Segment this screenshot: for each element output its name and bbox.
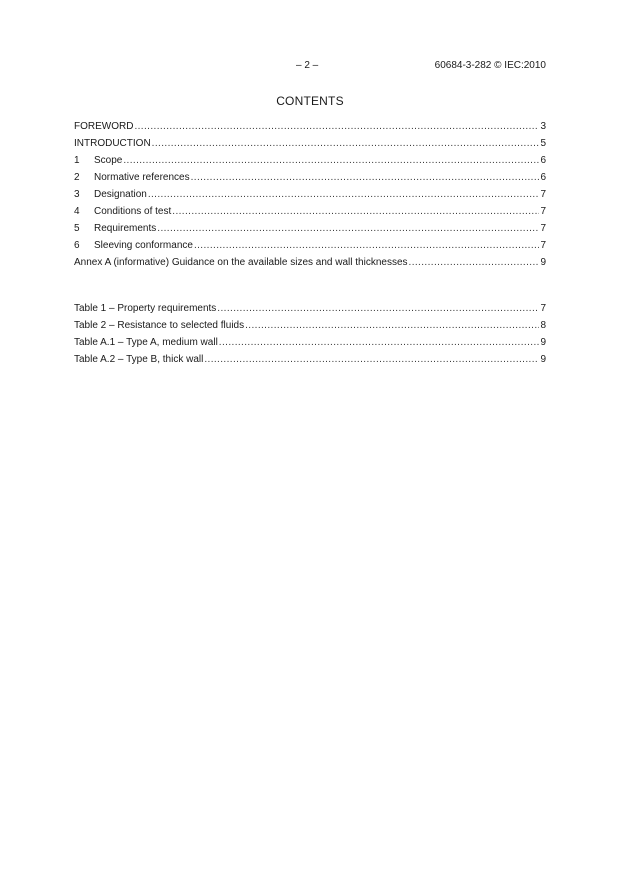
- dot-leader: [219, 334, 540, 351]
- dot-leader: [191, 169, 540, 186]
- toc-entry-page: 6: [540, 155, 546, 166]
- dot-leader: [152, 135, 540, 152]
- dot-leader: [157, 220, 539, 237]
- list-of-tables: [74, 300, 546, 368]
- table-entry-2[interactable]: [74, 317, 546, 334]
- toc-entry-sleeving-conformance[interactable]: [74, 237, 546, 254]
- toc-entry-number: 6: [74, 240, 80, 251]
- toc-entry-foreword[interactable]: [74, 118, 546, 135]
- document-reference: 60684-3-282 © IEC:2010: [434, 60, 546, 71]
- table-entry-page: 7: [540, 303, 546, 314]
- toc-entry-requirements[interactable]: [74, 220, 546, 237]
- toc-entry-number: 3: [74, 189, 80, 200]
- dot-leader: [148, 186, 540, 203]
- toc-entry-conditions-of-test[interactable]: [74, 203, 546, 220]
- toc-entry-label: Conditions of test: [94, 206, 172, 217]
- table-of-contents: [74, 118, 546, 271]
- toc-entry-page: 7: [540, 223, 546, 234]
- toc-entry-scope[interactable]: [74, 152, 546, 169]
- dot-leader: [409, 254, 540, 271]
- table-entry-a2[interactable]: [74, 351, 546, 368]
- dot-leader: [172, 203, 539, 220]
- toc-entry-designation[interactable]: [74, 186, 546, 203]
- toc-entry-number: 1: [74, 155, 80, 166]
- table-entry-page: 8: [540, 320, 546, 331]
- toc-entry-label: Scope: [94, 155, 123, 166]
- dot-leader: [204, 351, 539, 368]
- toc-entry-label: Annex A (informative) Guidance on the available sizes and wall thicknesses: [74, 257, 408, 268]
- toc-entry-annex-a[interactable]: [74, 254, 546, 271]
- toc-entry-number: 4: [74, 206, 80, 217]
- table-entry-label: Table A.1 – Type A, medium wall: [74, 337, 218, 348]
- toc-entry-page: 5: [540, 138, 546, 149]
- dot-leader: [194, 237, 539, 254]
- toc-entry-label: Normative references: [94, 172, 190, 183]
- toc-entry-page: 9: [540, 257, 546, 268]
- toc-entry-label: Designation: [94, 189, 147, 200]
- toc-entry-introduction[interactable]: [74, 135, 546, 152]
- dot-leader: [134, 118, 539, 135]
- dot-leader: [123, 152, 539, 169]
- toc-entry-label: Sleeving conformance: [94, 240, 193, 251]
- page-number: – 2 –: [296, 60, 319, 71]
- table-entry-page: 9: [540, 354, 546, 365]
- toc-entry-page: 7: [540, 240, 546, 251]
- table-entry-label: Table A.2 – Type B, thick wall: [74, 354, 204, 365]
- toc-entry-page: 6: [540, 172, 546, 183]
- toc-entry-label: INTRODUCTION: [74, 138, 151, 149]
- table-entry-1[interactable]: [74, 300, 546, 317]
- table-entry-page: 9: [540, 337, 546, 348]
- dot-leader: [245, 317, 539, 334]
- toc-entry-page: 7: [540, 189, 546, 200]
- table-entry-label: Table 1 – Property requirements: [74, 303, 217, 314]
- toc-entry-number: 2: [74, 172, 80, 183]
- table-entry-a1[interactable]: [74, 334, 546, 351]
- toc-entry-label: FOREWORD: [74, 121, 134, 132]
- toc-entry-page: 7: [540, 206, 546, 217]
- contents-title: CONTENTS: [276, 94, 344, 108]
- toc-entry-normative-references[interactable]: [74, 169, 546, 186]
- page-header: [74, 60, 546, 74]
- table-entry-label: Table 2 – Resistance to selected fluids: [74, 320, 245, 331]
- dot-leader: [217, 300, 539, 317]
- toc-entry-page: 3: [540, 121, 546, 132]
- toc-entry-label: Requirements: [94, 223, 157, 234]
- toc-entry-number: 5: [74, 223, 80, 234]
